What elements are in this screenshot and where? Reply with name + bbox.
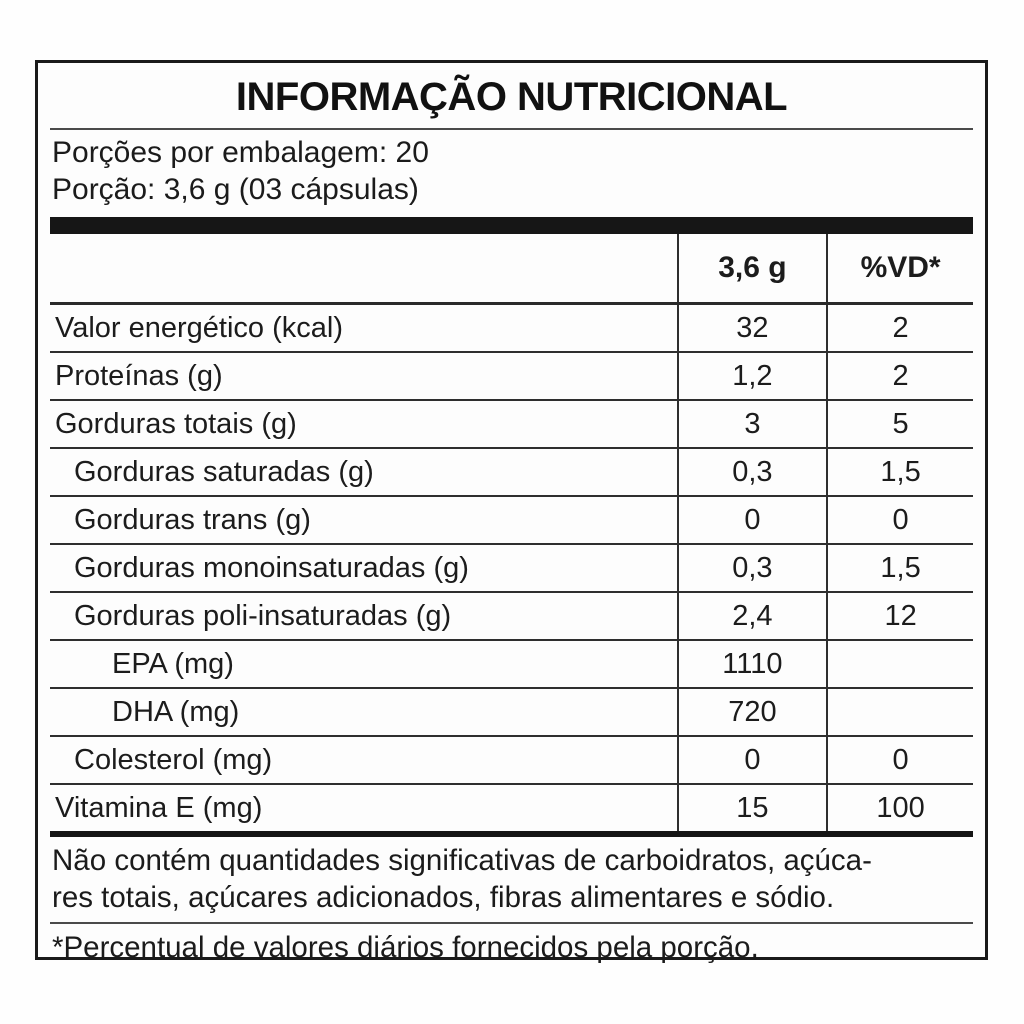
row-amount: 0,3 [678, 448, 828, 496]
row-dv: 2 [827, 304, 973, 353]
row-dv: 12 [827, 592, 973, 640]
nutrition-label [35, 60, 988, 964]
dv-footnote: *Percentual de valores diários fornecidos pela porção. [52, 931, 759, 964]
serving-size: Porção: 3,6 g (03 cápsulas) [52, 173, 419, 206]
row-dv: 5 [827, 400, 973, 448]
col-header-dv: %VD* [827, 234, 973, 304]
table-row [50, 592, 973, 640]
table-row [50, 496, 973, 544]
no-significant-note-line1: Não contém quantidades significativas de carboidratos, açúca- [52, 844, 872, 877]
servings-per-package: Porções por embalagem: 20 [52, 136, 429, 169]
row-amount: 3 [678, 400, 828, 448]
row-amount: 1110 [678, 640, 828, 688]
col-header-amount: 3,6 g [678, 234, 828, 304]
table-row [50, 736, 973, 784]
row-amount: 2,4 [678, 592, 828, 640]
table-row [50, 400, 973, 448]
table-row [50, 640, 973, 688]
row-dv: 100 [827, 784, 973, 831]
row-dv: 0 [827, 496, 973, 544]
table-row [50, 352, 973, 400]
row-label: Gorduras monoinsaturadas (g) [50, 544, 678, 592]
row-label: Gorduras saturadas (g) [50, 448, 678, 496]
row-label: Gorduras trans (g) [50, 496, 678, 544]
no-significant-note [50, 837, 973, 922]
row-dv [827, 688, 973, 736]
row-label: Vitamina E (mg) [50, 784, 678, 831]
row-label: Gorduras totais (g) [50, 400, 678, 448]
row-dv: 1,5 [827, 448, 973, 496]
row-dv: 1,5 [827, 544, 973, 592]
row-dv: 0 [827, 736, 973, 784]
table-row [50, 304, 973, 353]
row-label: Colesterol (mg) [50, 736, 678, 784]
row-label: EPA (mg) [50, 640, 678, 688]
table-row [50, 688, 973, 736]
nutrition-table [50, 234, 973, 831]
row-dv: 2 [827, 352, 973, 400]
row-amount: 0 [678, 736, 828, 784]
table-row [50, 544, 973, 592]
table-row [50, 784, 973, 831]
row-amount: 32 [678, 304, 828, 353]
row-label: Gorduras poli-insaturadas (g) [50, 592, 678, 640]
row-label: Valor energético (kcal) [50, 304, 678, 353]
row-label: Proteínas (g) [50, 352, 678, 400]
row-amount: 0 [678, 496, 828, 544]
row-amount: 0,3 [678, 544, 828, 592]
row-amount: 1,2 [678, 352, 828, 400]
table-row [50, 448, 973, 496]
row-label: DHA (mg) [50, 688, 678, 736]
header-bar [50, 217, 973, 234]
serving-info [50, 130, 973, 214]
row-amount: 720 [678, 688, 828, 736]
row-dv [827, 640, 973, 688]
table-header-row [50, 234, 973, 304]
label-title: INFORMAÇÃO NUTRICIONAL [235, 75, 788, 119]
row-amount: 15 [678, 784, 828, 831]
col-header-empty [50, 234, 678, 304]
no-significant-note-line2: res totais, açúcares adicionados, fibras alimentares e sódio. [52, 881, 835, 914]
